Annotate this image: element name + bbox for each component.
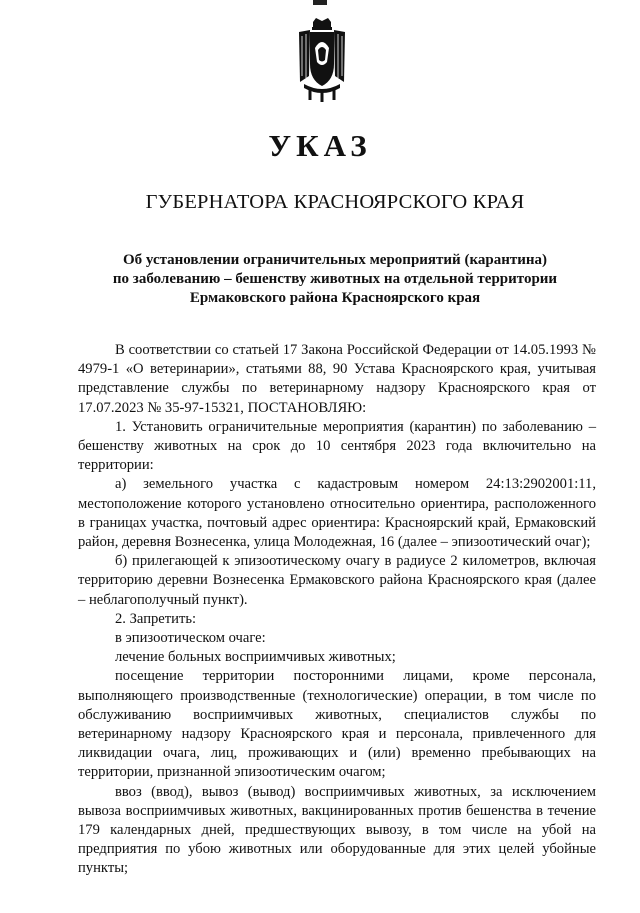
- paragraph-clause-1a: а) земельного участка с кадастровым номером 24:13:2902001:11, местоположение которого установлено относительно ориентира, расположенного в границах участка, почтовый адрес ориентира: Красноярский край, Ермаковский район, деревня Вознесенка, улица Молодежная, 16 (далее – эпизоотический очаг);: [78, 476, 596, 551]
- paragraph-ban-treatment: лечение больных восприимчивых животных;: [115, 649, 396, 666]
- heading-line: по заболеванию – бешенству животных на отдельной территории: [112, 271, 558, 287]
- paragraph-preamble: В соответствии со статьей 17 Закона Российской Федерации от 14.05.1993 № 4979-1 «О ветеринарии», статьями 88, 90 Устава Красноярского края, учитывая представление службы по ветеринарному надзору Красноярского края от 17.07.2023 № 35-97-15321, ПОСТАНОВЛЯЮ:: [78, 342, 596, 416]
- paragraph-ban-visiting: посещение территории посторонними лицами, кроме персонала, выполняющего производственные (технологические) операции, в том числе по обслуживанию восприимчивых животных, специалистов службы по ветеринарному надзору Красноярского края и персонала, привлеченного для ликвидации очага, лиц, проживающих и (или) временно пребывающих на территории, признанной эпизоотическим очагом;: [78, 668, 596, 781]
- top-edge-mark: [313, 0, 327, 5]
- paragraph-ban-transport: ввоз (ввод), вывоз (вывод) восприимчивых животных, за исключением вывоза восприимчивых животных, вакцинированных против бешенства в течение 179 календарных дней, предшествующих вывозу, в том числе на убой на предприятия по убою животных или оборудованные для этих целей убойные пункты;: [78, 783, 596, 877]
- decree-heading: [100, 251, 570, 308]
- paragraph-clause-1: 1. Установить ограничительные мероприятия (карантин) по заболеванию – бешенству животных на срок до 10 сентября 2023 года включительно на территории:: [78, 418, 596, 474]
- paragraph-clause-2: 2. Запретить:: [115, 610, 197, 627]
- heading-line: Ермаковского района Красноярского края: [189, 290, 481, 306]
- document-title: УКАЗ: [268, 128, 372, 163]
- document-subtitle: ГУБЕРНАТОРА КРАСНОЯРСКОГО КРАЯ: [145, 191, 525, 213]
- heading-line: Об установлении ограничительных мероприятий (карантина): [122, 252, 547, 268]
- decree-body: [78, 341, 596, 879]
- paragraph-focus-intro: в эпизоотическом очаге:: [115, 630, 266, 647]
- paragraph-clause-1b: б) прилегающей к эпизоотическому очагу в радиусе 2 километров, включая территорию деревни Вознесенка Ермаковского района Красноярского края (далее – неблагополучный пункт).: [78, 553, 596, 608]
- coat-of-arms-emblem: [296, 18, 348, 102]
